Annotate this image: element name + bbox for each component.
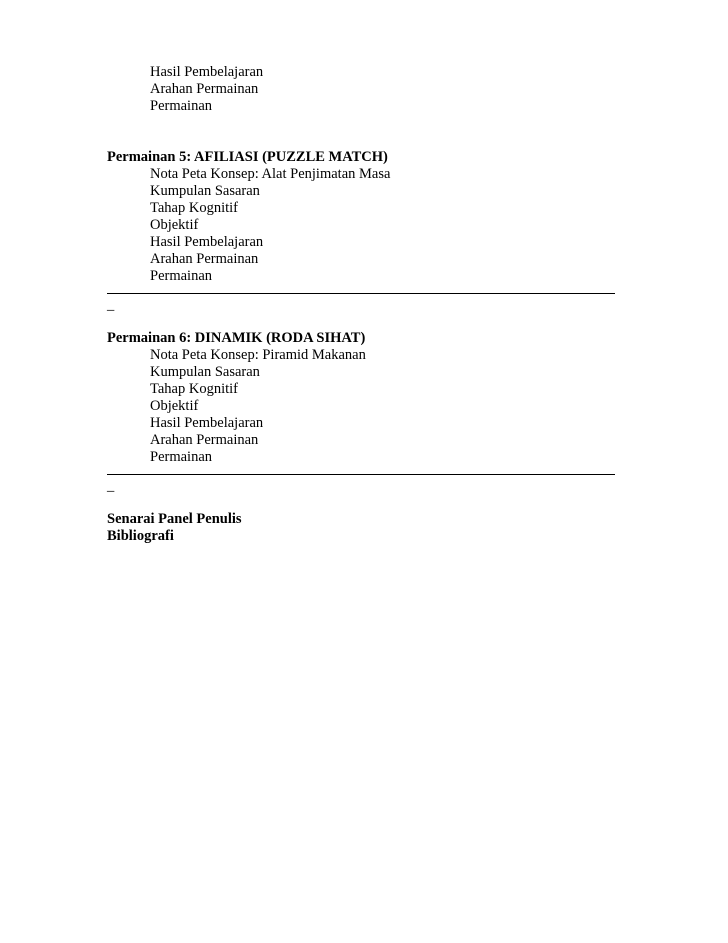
section-heading: Permainan 5: AFILIASI (PUZZLE MATCH)	[107, 149, 388, 165]
rule-continuation: _	[107, 478, 115, 494]
list-item: Tahap Kognitif	[150, 381, 238, 397]
list-item: Permainan	[150, 449, 213, 465]
list-item: Permainan	[150, 98, 213, 114]
list-item: Arahan Permainan	[150, 81, 259, 97]
list-item: Permainan	[150, 268, 213, 284]
closing-heading: Senarai Panel Penulis	[107, 511, 242, 527]
list-item: Tahap Kognitif	[150, 200, 238, 216]
list-item: Arahan Permainan	[150, 432, 259, 448]
horizontal-rule	[107, 457, 615, 475]
rule-continuation: _	[107, 297, 115, 313]
list-item: Hasil Pembelajaran	[150, 64, 264, 80]
list-item: Objektif	[150, 217, 199, 233]
closing-heading: Bibliografi	[107, 528, 174, 544]
list-item: Kumpulan Sasaran	[150, 364, 260, 380]
section-heading: Permainan 6: DINAMIK (RODA SIHAT)	[107, 330, 366, 346]
list-item: Nota Peta Konsep: Piramid Makanan	[150, 347, 366, 363]
list-item: Hasil Pembelajaran	[150, 234, 264, 250]
list-item: Arahan Permainan	[150, 251, 259, 267]
list-item: Objektif	[150, 398, 199, 414]
list-item: Nota Peta Konsep: Alat Penjimatan Masa	[150, 166, 391, 182]
horizontal-rule	[107, 276, 615, 294]
list-item: Kumpulan Sasaran	[150, 183, 260, 199]
list-item: Hasil Pembelajaran	[150, 415, 264, 431]
